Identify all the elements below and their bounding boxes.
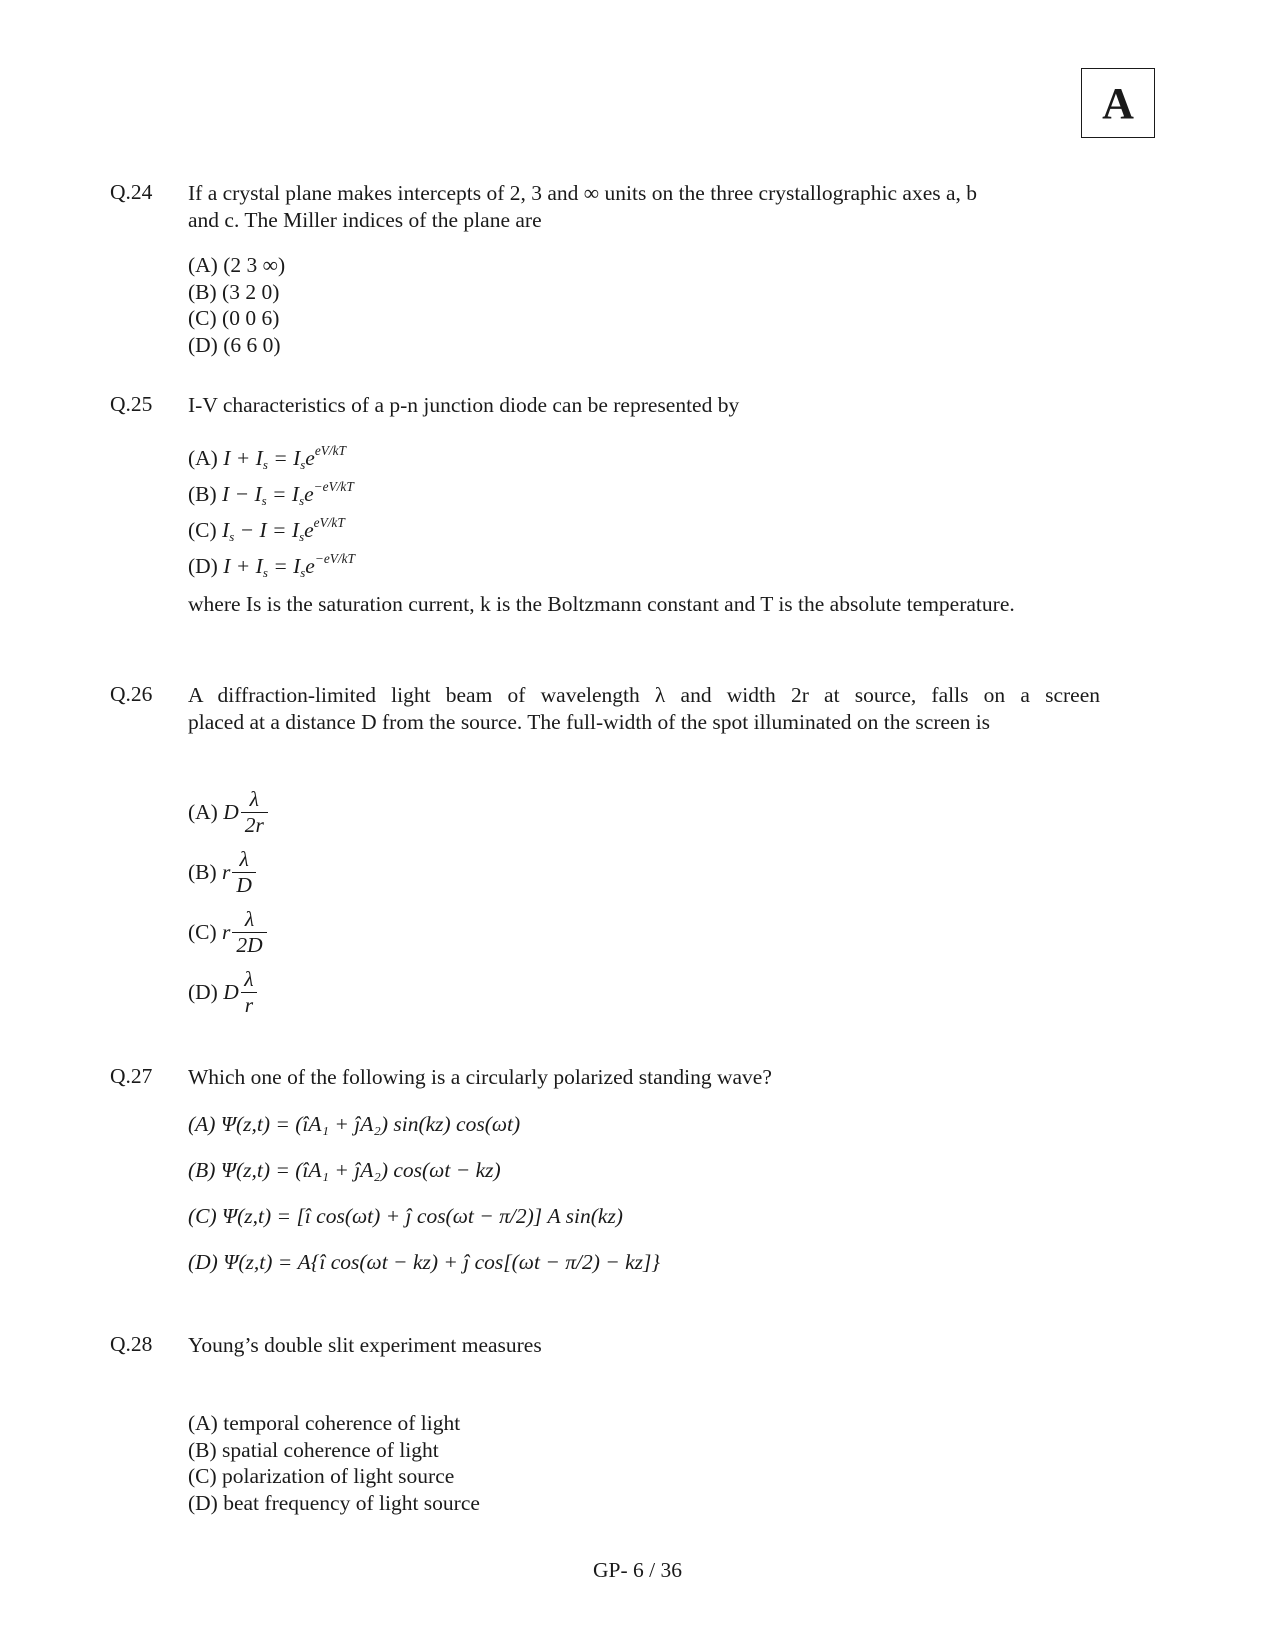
option-a: (A) temporal coherence of light: [188, 1411, 461, 1435]
exponent: −eV/kT: [313, 479, 354, 495]
exp-base: e: [304, 482, 314, 506]
numerator: λ: [249, 786, 259, 811]
option-label: (C): [188, 919, 217, 944]
numerator: λ: [239, 846, 249, 871]
option-d: (D) (6 6 0): [188, 332, 281, 357]
exp-base: e: [305, 446, 315, 470]
option-d: [188, 962, 268, 1022]
option-list: [188, 1410, 480, 1516]
subscript: s: [300, 457, 306, 472]
option-c: (C) polarization of light source: [188, 1464, 455, 1488]
stem-line: A diffraction-limited light beam of wavelength λ and width 2r at source, falls on a screen: [188, 683, 1100, 707]
option-list: [188, 252, 285, 358]
subscript: s: [229, 529, 235, 544]
option-b: [188, 476, 355, 512]
option-a: [188, 782, 268, 842]
option-label: (B): [188, 482, 217, 506]
option-c: [188, 512, 355, 548]
exponent: −eV/kT: [314, 551, 355, 567]
question-number: Q.26: [110, 682, 153, 706]
equation-rhs: = I: [266, 482, 300, 506]
option-list: [188, 1101, 660, 1285]
stem-line: Young’s double slit experiment measures: [188, 1333, 542, 1357]
option-a: (A) (2 3 ∞): [188, 253, 286, 277]
numerator: λ: [244, 906, 255, 931]
subscript: s: [299, 529, 305, 544]
denominator: D: [232, 872, 256, 898]
denominator: 2r: [241, 812, 268, 838]
page-footer: GP- 6 / 36: [593, 1558, 682, 1582]
equation-lhs: I − I: [222, 482, 262, 506]
equation-lhs: I + I: [223, 446, 263, 470]
exponent: eV/kT: [313, 515, 345, 531]
answer-set-label: A: [1081, 68, 1155, 138]
subscript: s: [262, 565, 268, 580]
question-number: Q.28: [110, 1332, 153, 1356]
equation-rhs: = I: [267, 446, 301, 470]
option-label: (D): [188, 979, 218, 1004]
exponent: eV/kT: [314, 443, 346, 459]
fraction: [241, 967, 257, 1017]
question-stem: [188, 392, 1100, 419]
denominator: 2D: [232, 932, 266, 958]
coefficient: D: [223, 799, 239, 824]
option-b: (B) (3 2 0): [188, 279, 280, 304]
stem-line: I-V characteristics of a p-n junction diode can be represented by: [188, 393, 740, 417]
coefficient: r: [222, 919, 231, 944]
exp-base: e: [305, 554, 315, 578]
equation-rhs: = I: [267, 554, 301, 578]
subscript: s: [299, 493, 305, 508]
fraction: [232, 847, 256, 897]
option-c: [188, 902, 268, 962]
option-a: (A) Ψ(z,t) = (îA₁ + ĵA₂) sin(kz) cos(ωt): [188, 1112, 521, 1136]
stem-line: If a crystal plane makes intercepts of 2, 3 and ∞ units on the three crystallographic axes a, b: [188, 181, 978, 205]
coefficient: r: [222, 859, 231, 884]
option-c: (C) Ψ(z,t) = [î cos(ωt) + ĵ cos(ωt − π/2)] A sin(kz): [188, 1204, 623, 1228]
question-note: where Is is the saturation current, k is the Boltzmann constant and T is the absolute temperature.: [188, 592, 1015, 616]
option-c: (C) (0 0 6): [188, 306, 280, 330]
question-stem: [188, 682, 1100, 736]
option-label: (D): [188, 554, 218, 578]
option-b: (B) Ψ(z,t) = (îA₁ + ĵA₂) cos(ωt − kz): [188, 1158, 501, 1182]
question-number: Q.24: [110, 180, 153, 204]
equation-lhs: I: [222, 518, 230, 542]
option-label: (A): [188, 446, 218, 470]
subscript: s: [261, 493, 267, 508]
option-d: (D) beat frequency of light source: [188, 1490, 480, 1515]
stem-line: Which one of the following is a circularly polarized standing wave?: [188, 1065, 772, 1089]
question-number: Q.27: [110, 1064, 153, 1088]
option-label: (C): [188, 518, 217, 542]
stem-line: placed at a distance D from the source. The full-width of the spot illuminated on the screen is: [188, 710, 991, 734]
option-b: [188, 842, 268, 902]
denominator: r: [241, 992, 257, 1018]
subscript: s: [262, 457, 268, 472]
fraction: [232, 907, 266, 957]
stem-line: and c. The Miller indices of the plane are: [188, 208, 542, 232]
fraction: [241, 787, 268, 837]
option-d: [188, 548, 355, 584]
equation-lhs: I + I: [223, 554, 263, 578]
question-stem: [188, 1064, 1100, 1091]
subscript: s: [300, 565, 306, 580]
question-stem: [188, 1332, 1100, 1359]
option-a: [188, 440, 355, 476]
option-b: (B) spatial coherence of light: [188, 1437, 439, 1462]
option-label: (B): [188, 859, 217, 884]
question-stem: [188, 180, 1100, 234]
option-list: [188, 782, 268, 1022]
coefficient: D: [223, 979, 239, 1004]
option-label: (A): [188, 799, 218, 824]
exp-base: e: [304, 518, 314, 542]
question-number: Q.25: [110, 392, 153, 416]
option-list: [188, 440, 355, 584]
numerator: λ: [244, 966, 254, 991]
option-d: (D) Ψ(z,t) = A{î cos(ωt − kz) + ĵ cos[(ωt − π/2) − kz]}: [188, 1250, 661, 1274]
equation-rhs: − I = I: [234, 518, 300, 542]
